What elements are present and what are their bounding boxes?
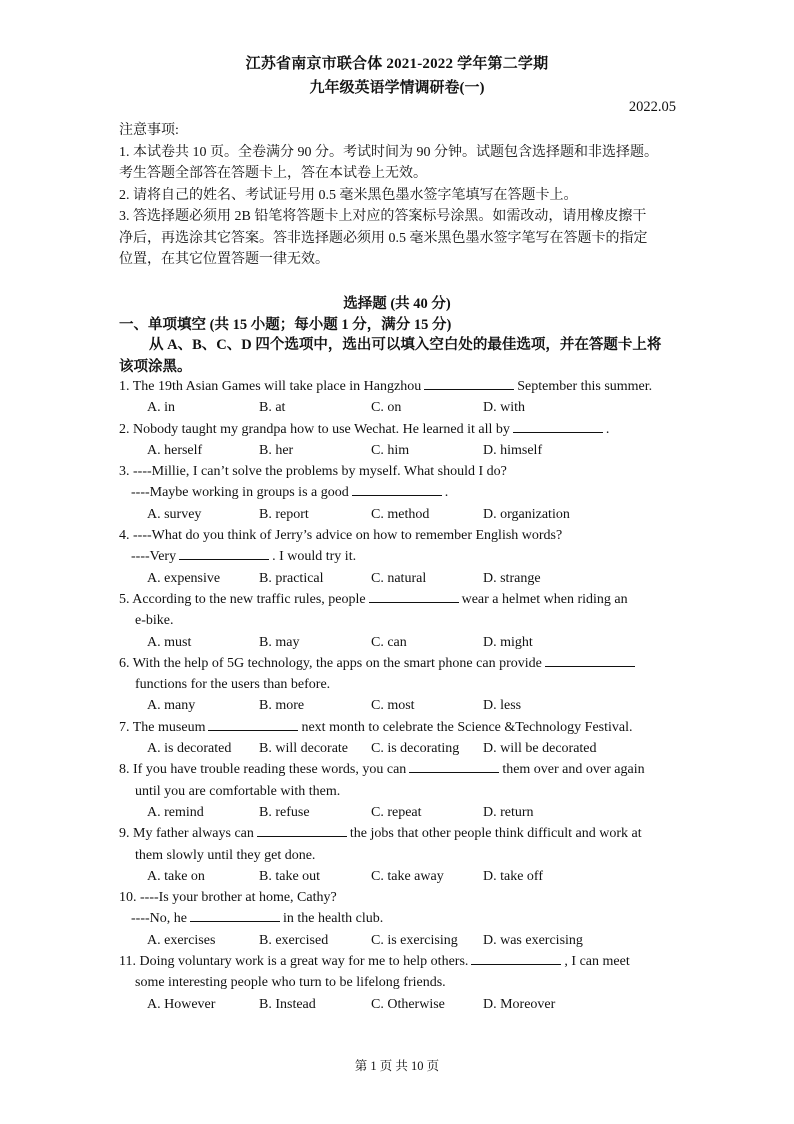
answer-blank <box>471 951 561 965</box>
section-title: 选择题 (共 40 分) <box>343 296 451 312</box>
notes-line: 位置，在其它位置答题一律无效。 <box>119 252 329 267</box>
question-prompt: 10. ----Is your brother at home, Cathy? <box>119 890 337 906</box>
question-stem <box>119 546 681 567</box>
answer-option: D. return <box>483 804 534 820</box>
question-list <box>119 376 681 1015</box>
question-item <box>119 951 681 1015</box>
answer-option: C. is decorating <box>371 741 460 757</box>
answer-option: A. must <box>147 634 192 650</box>
answer-option: C. him <box>371 442 410 458</box>
answer-option: B. her <box>259 442 294 458</box>
answer-option: D. less <box>483 698 522 714</box>
stem-text-before: ----Very <box>131 549 177 565</box>
question-item <box>119 759 681 823</box>
answer-option: D. organization <box>483 506 570 522</box>
stem-text-after: . I would try it. <box>272 549 357 565</box>
question-item <box>119 887 681 951</box>
part-instruction <box>119 335 679 378</box>
question-stem <box>119 482 681 503</box>
page-footer: 第 1 页 共 10 页 <box>354 1059 440 1073</box>
question-continuation: them slowly until they get done. <box>135 847 316 863</box>
question-stem <box>119 653 681 674</box>
answer-option: A. exercises <box>147 932 216 948</box>
notes-line: 3. 答选择题必须用 2B 铅笔将答题卡上对应的答案标号涂黑。如需改动，请用橡皮擦干 <box>119 209 647 224</box>
answer-option: A. expensive <box>147 570 221 586</box>
answer-option: C. method <box>371 506 430 522</box>
question-prompt: 4. ----What do you think of Jerry’s advice on how to remember English words? <box>119 528 563 544</box>
answer-option: B. Instead <box>259 996 316 1012</box>
question-continuation: until you are comfortable with them. <box>135 783 341 799</box>
answer-option: D. was exercising <box>483 932 583 948</box>
answer-option: B. exercised <box>259 932 329 948</box>
answer-option: B. report <box>259 506 309 522</box>
stem-text-before: 5. According to the new traffic rules, people <box>119 591 366 607</box>
answer-option: D. might <box>483 634 533 650</box>
stem-text-before: 7. The museum <box>119 719 206 735</box>
answer-option: D. with <box>483 400 525 416</box>
notes-line: 考生答题全部答在答题卡上，答在本试卷上无效。 <box>119 166 427 181</box>
answer-blank <box>545 653 635 667</box>
answer-blank <box>352 482 442 496</box>
instruction-line: 从 A、B、C、D 四个选项中，选出可以填入空白处的最佳选项，并在答题卡上将 <box>149 337 662 353</box>
answer-option: A. herself <box>147 442 203 458</box>
answer-option: C. most <box>371 698 415 714</box>
stem-text-before: 1. The 19th Asian Games will take place in Hangzhou <box>119 379 422 394</box>
answer-option: C. is exercising <box>371 932 458 948</box>
answer-option: D. will be decorated <box>483 741 597 757</box>
question-stem <box>119 589 681 610</box>
option-row <box>119 440 681 461</box>
question-item <box>119 589 681 653</box>
answer-blank <box>190 908 280 922</box>
answer-option: B. will decorate <box>259 741 349 757</box>
answer-option: D. take off <box>483 868 543 884</box>
question-stem <box>119 823 681 844</box>
answer-option: C. repeat <box>371 804 422 820</box>
stem-text-after: . <box>605 421 610 437</box>
answer-blank <box>369 589 459 603</box>
answer-blank <box>424 376 514 390</box>
stem-text-before: 2. Nobody taught my grandpa how to use Wechat. He learned it all by <box>119 421 510 437</box>
stem-text-before: ----No, he <box>131 911 187 927</box>
option-row <box>119 397 681 418</box>
answer-option: B. refuse <box>259 804 310 820</box>
notes-line: 1. 本试卷共 10 页。全卷满分 90 分。考试时间为 90 分钟。试题包含选择题和非选择题。 <box>119 144 658 160</box>
answer-blank <box>179 546 269 560</box>
stem-text-after: September this summer. <box>517 379 653 394</box>
part-title: 一、单项填空 (共 15 小题；每小题 1 分，满分 15 分) <box>119 317 452 333</box>
question-stem <box>119 759 681 780</box>
stem-text-after: . <box>444 485 449 501</box>
answer-option: C. on <box>371 400 402 416</box>
notes-line: 2. 请将自己的姓名、考试证号用 0.5 毫米黑色墨水签字笔填写在答题卡上。 <box>119 187 578 203</box>
stem-text-before: 6. With the help of 5G technology, the apps on the smart phone can provide <box>119 655 542 671</box>
stem-text-before: 8. If you have trouble reading these words, you can <box>119 762 407 778</box>
question-continuation: functions for the users than before. <box>135 677 331 693</box>
question-item <box>119 653 681 717</box>
stem-text-before: 11. Doing voluntary work is a great way for me to help others. <box>119 954 469 970</box>
exam-date: 2022.05 <box>628 99 676 115</box>
question-continuation: some interesting people who turn to be lifelong friends. <box>135 975 446 991</box>
instruction-line: 该项涂黑。 <box>119 358 192 375</box>
answer-option: B. take out <box>259 868 321 884</box>
answer-blank <box>409 759 499 773</box>
answer-option: B. at <box>259 400 286 416</box>
answer-option: C. Otherwise <box>371 996 445 1012</box>
answer-option: D. Moreover <box>483 996 556 1012</box>
question-item <box>119 419 681 462</box>
stem-text-before: ----Maybe working in groups is a good <box>131 485 349 501</box>
option-row <box>119 802 681 823</box>
question-item <box>119 823 681 887</box>
question-item <box>119 376 681 419</box>
answer-option: A. take on <box>147 868 205 884</box>
answer-option: A. However <box>147 996 216 1012</box>
option-row <box>119 930 681 951</box>
stem-text-after: them over and over again <box>502 762 645 778</box>
stem-text-after: in the health club. <box>282 911 384 927</box>
answer-option: B. more <box>259 698 305 714</box>
question-stem <box>119 951 681 972</box>
stem-text-after: next month to celebrate the Science &Technology Festival. <box>301 719 633 735</box>
question-stem <box>119 717 681 738</box>
question-item <box>119 461 681 525</box>
option-row <box>119 568 681 589</box>
answer-option: A. survey <box>147 506 202 522</box>
answer-option: A. many <box>147 698 196 714</box>
exam-title: 江苏省南京市联合体 2021-2022 学年第二学期 <box>245 56 549 72</box>
answer-option: C. take away <box>371 868 444 884</box>
notes-heading: 注意事项: <box>119 123 179 138</box>
option-row <box>119 994 681 1015</box>
stem-text-after: the jobs that other people think difficult and work at <box>349 826 642 842</box>
question-continuation: e-bike. <box>135 613 174 629</box>
answer-blank <box>208 717 298 731</box>
stem-text-after: wear a helmet when riding an <box>461 591 628 607</box>
question-prompt: 3. ----Millie, I can’t solve the problems by myself. What should I do? <box>119 464 507 480</box>
answer-option: C. natural <box>371 570 427 586</box>
answer-option: B. may <box>259 634 300 650</box>
answer-option: D. himself <box>483 442 543 458</box>
stem-text-after: , I can meet <box>564 954 630 970</box>
answer-option: A. remind <box>147 804 204 820</box>
question-stem <box>119 376 681 397</box>
question-stem <box>119 419 681 440</box>
question-stem <box>119 908 681 929</box>
option-row <box>119 866 681 887</box>
option-row <box>119 632 681 653</box>
notes-block <box>119 120 679 271</box>
answer-blank <box>513 419 603 433</box>
option-row <box>119 695 681 716</box>
answer-option: C. can <box>371 634 407 650</box>
answer-blank <box>257 823 347 837</box>
option-row <box>119 504 681 525</box>
answer-option: A. is decorated <box>147 741 232 757</box>
answer-option: D. strange <box>483 570 541 586</box>
answer-option: B. practical <box>259 570 324 586</box>
stem-text-before: 9. My father always can <box>119 826 254 842</box>
answer-option: A. in <box>147 400 175 416</box>
question-item <box>119 717 681 760</box>
option-row <box>119 738 681 759</box>
notes-line: 净后，再选涂其它答案。答非选择题必须用 0.5 毫米黑色墨水签字笔写在答题卡的指定 <box>119 230 648 246</box>
exam-subtitle: 九年级英语学情调研卷(一) <box>309 80 485 96</box>
question-item <box>119 525 681 589</box>
